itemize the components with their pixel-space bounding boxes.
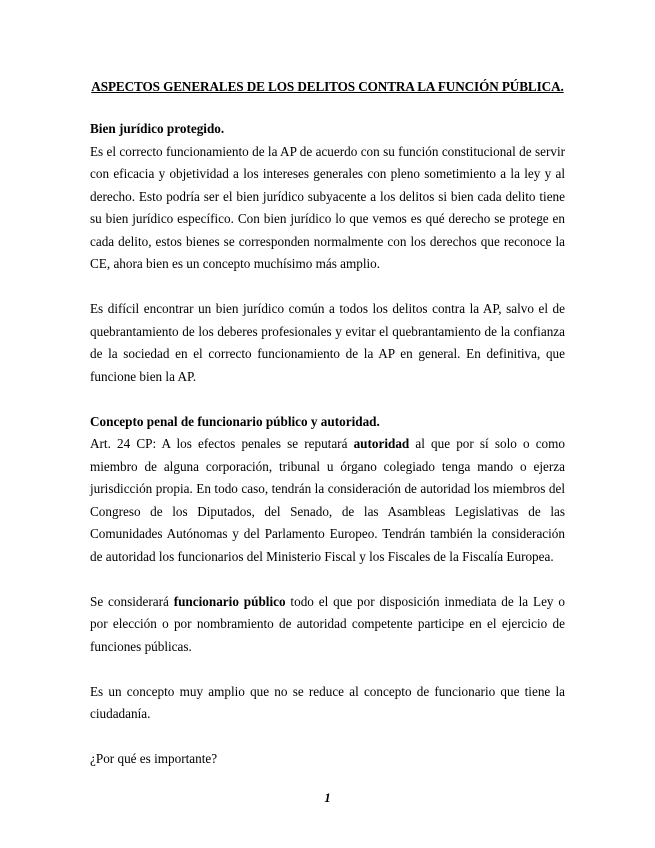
paragraph-bien-juridico-1: Es el correcto funcionamiento de la AP de acuerdo con su función constitucional de servir con eficacia y objetividad a los intereses generales con pleno sometimiento a la ley y al derecho. Esto podría ser el bien jurídico subyacente a los delitos si bien cada delito tiene su bien jurídico específico. Con bien jurídico lo que vemos es qué derecho se protege en cada delito, estos bienes se corresponden normalmente con los derechos que reconoce la CE, ahora bien es un concepto muchísimo más amplio.: [90, 143, 565, 271]
funcionario-text-start: Se considerará: [90, 593, 174, 609]
document-body: [90, 118, 565, 771]
art-24-text-end: al que por sí solo o como miembro de alguna corporación, tribunal u órgano colegiado tenga mando o ejerza jurisdicción propia. En todo caso, tendrán la consideración de autoridad los miembros del Congreso de los Diputados, del Senado, de las Asambleas Legislativas de las Comunidades Autónomas y del Parlamento Europeo. Tendrán también la consideración de autoridad los funcionarios del Ministerio Fiscal y los Fiscales de la Fiscalía Europea.: [90, 436, 565, 564]
term-autoridad: autoridad: [353, 436, 410, 451]
section-heading-bien-juridico: Bien jurídico protegido.: [90, 121, 225, 136]
question-importance: ¿Por qué es importante?: [90, 751, 218, 766]
paragraph-funcionario-publico: [90, 591, 565, 659]
paragraph-gap: [90, 276, 565, 299]
document-title: ASPECTOS GENERALES DE LOS DELITOS CONTRA LA FUNCIÓN PÚBLICA.: [91, 79, 564, 94]
paragraph-gap: [90, 726, 565, 749]
paragraph-gap: [90, 568, 565, 591]
paragraph-art-24: [90, 433, 565, 568]
funcionario-text-end: todo el que por disposición inmediata de la Ley o por elección o por nombramiento de autoridad competente participe en el ejercicio de funciones públicas.: [90, 593, 565, 654]
paragraph-bien-juridico-2: Es difícil encontrar un bien jurídico común a todos los delitos contra la AP, salvo el de quebrantamiento de los deberes profesionales y evitar el quebrantamiento de la confianza de la sociedad en el correcto funcionamiento de la AP en general. En definitiva, que funcione bien la AP.: [90, 301, 565, 384]
section-heading-concepto-penal: Concepto penal de funcionario público y autoridad.: [90, 413, 380, 429]
paragraph-gap: [90, 658, 565, 681]
art-24-text-start: Art. 24 CP: A los efectos penales se reputará: [90, 436, 354, 451]
term-funcionario-publico: funcionario público: [173, 593, 286, 609]
paragraph-gap: [90, 388, 565, 411]
page-number: 1: [324, 790, 331, 805]
paragraph-concepto-amplio: Es un concepto muy amplio que no se reduce al concepto de funcionario que tiene la ciudadanía.: [90, 683, 565, 721]
